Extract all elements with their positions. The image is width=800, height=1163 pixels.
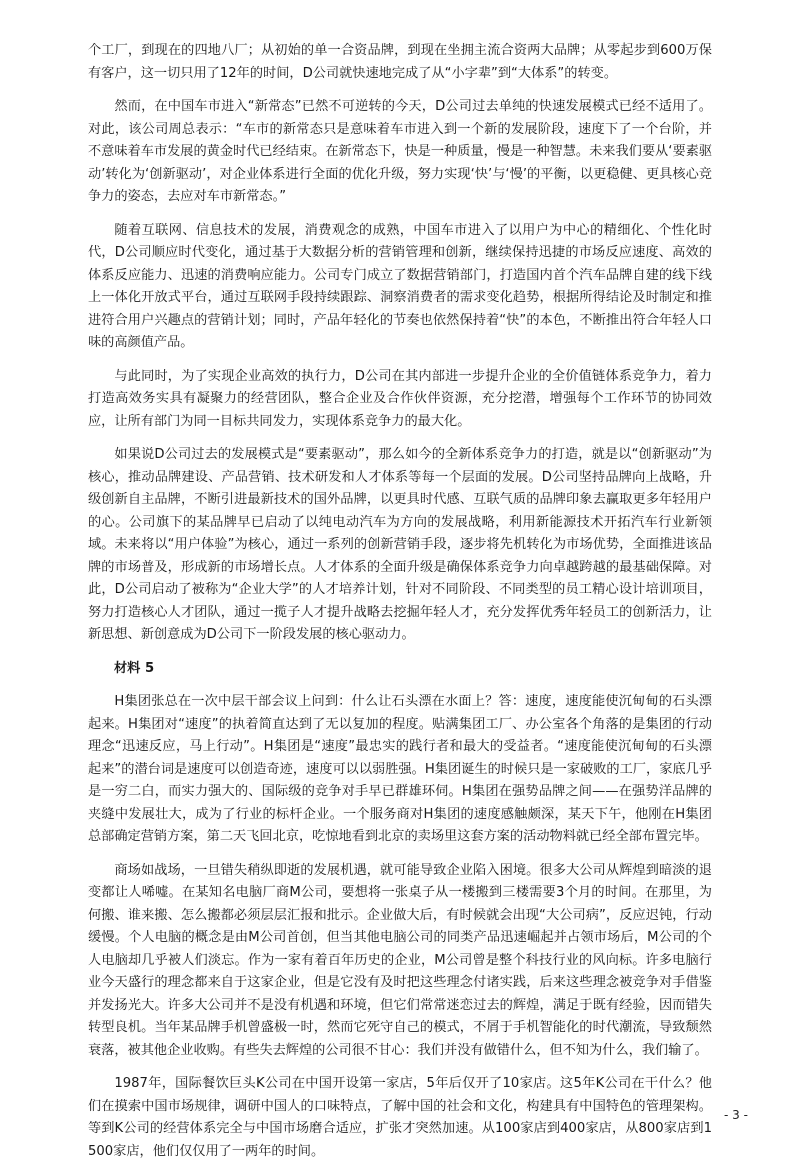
paragraph-8: 1987年，国际餐饮巨头K公司在中国开设第一家店，5年后仅开了10家店。这5年K公司在干什么？他们在摸索中国市场规律，调研中国人的口味特点，了解中国的社会和文化，构建具有中国特色的管理架构。等到K公司的经营体系完全与中国市场磨合适应，扩张才突然加速。从100家店到400家店，从800家店到1500家店，他们仅仅用了一两年的时间。: [88, 1076, 712, 1159]
page-content: [88, 40, 712, 1163]
page-number: - 3 -: [724, 1108, 748, 1122]
paragraph-4: 与此同时，为了实现企业高效的执行力，D公司在其内部进一步提升企业的全价值链体系竞争力，着力打造高效务实具有凝聚力的经营团队，整合企业及合作伙伴资源，充分挖潜，增强每个工作环节的协同效应，让所有部门为同一目标共同发力，实现体系竞争力的最大化。: [88, 368, 712, 429]
section-heading: 材料 5: [114, 660, 155, 676]
paragraph-1: 个工厂，到现在的四地八厂；从初始的单一合资品牌，到现在坐拥主流合资两大品牌；从零起步到600万保有客户，这一切只用了12年的时间，D公司就快速地完成了从“小字辈”到“大体系”的转变。: [88, 43, 712, 81]
paragraph-5: 如果说D公司过去的发展模式是“要素驱动”，那么如今的全新体系竞争力的打造，就是以“创新驱动”为核心，推动品牌建设、产品营销、技术研发和人才体系等每一个层面的发展。D公司坚持品牌向上战略，升级创新自主品牌，不断引进最新技术的国外品牌，以更具时代感、互联气质的品牌印象去赢取更多年轻用户的心。公司旗下的某品牌早已启动了以纯电动汽车为方向的发展战略，利用新能源技术开拓汽车行业新领域。未来将以“用户体验”为核心，通过一系列的创新营销手段，逐步将先机转化为市场优势，全面推进该品牌的市场普及，形成新的市场增长点。人才体系的全面升级是确保体系竞争力向卓越跨越的最基础保障。对此，D公司启动了被称为“企业大学”的人才培养计划，针对不同阶段、不同类型的员工精心设计培训项目，努力打造核心人才团队，通过一揽子人才提升战略去挖掘年轻人才，充分发挥优秀年轻员工的创新活力，让新思想、新创意成为D公司下一阶段发展的核心驱动力。: [88, 447, 712, 642]
paragraph-6: H集团张总在一次中层干部会议上问到：什么让石头漂在水面上？答：速度，速度能使沉甸甸的石头漂起来。H集团对“速度”的执着简直达到了无以复加的程度。贴满集团工厂、办公室各个角落的是集团的行动理念“迅速反应，马上行动”。H集团是“速度”最忠实的践行者和最大的受益者。“速度能使沉甸甸的石头漂起来”的潜台词是速度可以创造奇迹，速度可以以弱胜强。H集团诞生的时候只是一家破败的工厂，家底几乎是一穷二白，而实力强大的、国际级的竞争对手早已群雄环伺。H集团在强势品牌之间——在强势洋品牌的夹缝中发展壮大，成为了行业的标杆企业。一个服务商对H集团的速度感触颇深，某天下午，他刚在H集团总部确定营销方案，第二天飞回北京，吃惊地看到北京的卖场里这套方案的活动物料就已经全部布置完毕。: [88, 694, 712, 844]
paragraph-2: 然而，在中国车市进入“新常态”已然不可逆转的今天，D公司过去单纯的快速发展模式已经不适用了。对此，该公司周总表示：“车市的新常态只是意味着车市进入到一个新的发展阶段，速度下了一个台阶，并不意味着车市发展的黄金时代已经结束。在新常态下，快是一种质量，慢是一种智慧。未来我们要从‘要素驱动’转化为‘创新驱动’，对企业体系进行全面的优化升级，努力实现‘快’与‘慢’的平衡，以更稳健、更具核心竞争力的姿态，去应对车市新常态。”: [88, 99, 713, 204]
paragraph-7: 商场如战场，一旦错失稍纵即逝的发展机遇，就可能导致企业陷入困境。很多大公司从辉煌到暗淡的退变都让人唏嘘。在某知名电脑厂商M公司，要想将一张桌子从一楼搬到三楼需要3个月的时间。在那里，为何搬、谁来搬、怎么搬都必须层层汇报和批示。企业做大后，有时候就会出现“大公司病”，反应迟钝，行动缓慢。个人电脑的概念是由M公司首创，但当其他电脑公司的同类产品迅速崛起并占领市场后，M公司的个人电脑却几乎被人们淡忘。作为一家有着百年历史的企业，M公司曾是整个科技行业的风向标。许多电脑行业今天盛行的理念都来自于这家企业，但是它没有及时把这些理念付诸实践，后来这些理念被竞争对手借鉴并发扬光大。许多大公司并不是没有机遇和环境，但它们常常迷恋过去的辉煌，满足于既有经验，因而错失转型良机。当年某品牌手机曾盛极一时，然而它死守自己的模式，不屑于手机智能化的时代潮流，导致颓然衰落，被其他企业收购。有些失去辉煌的公司很不甘心：我们并没有做错什么，但不知为什么，我们输了。: [88, 862, 712, 1058]
paragraph-3: 随着互联网、信息技术的发展，消费观念的成熟，中国车市进入了以用户为中心的精细化、个性化时代，D公司顺应时代变化，通过基于大数据分析的营销管理和创新，继续保持迅捷的市场反应速度、高效的体系反应能力、迅速的消费响应能力。公司专门成立了数据营销部门，打造国内首个汽车品牌自建的线下线上一体化开放式平台，通过互联网手段持续跟踪、洞察消费者的需求变化趋势，根据所得结论及时制定和推进符合用户兴趣点的营销计划；同时，产品年轻化的节奏也依然保持着“快”的本色，不断推出符合年轻人口味的高颜值产品。: [88, 222, 712, 350]
